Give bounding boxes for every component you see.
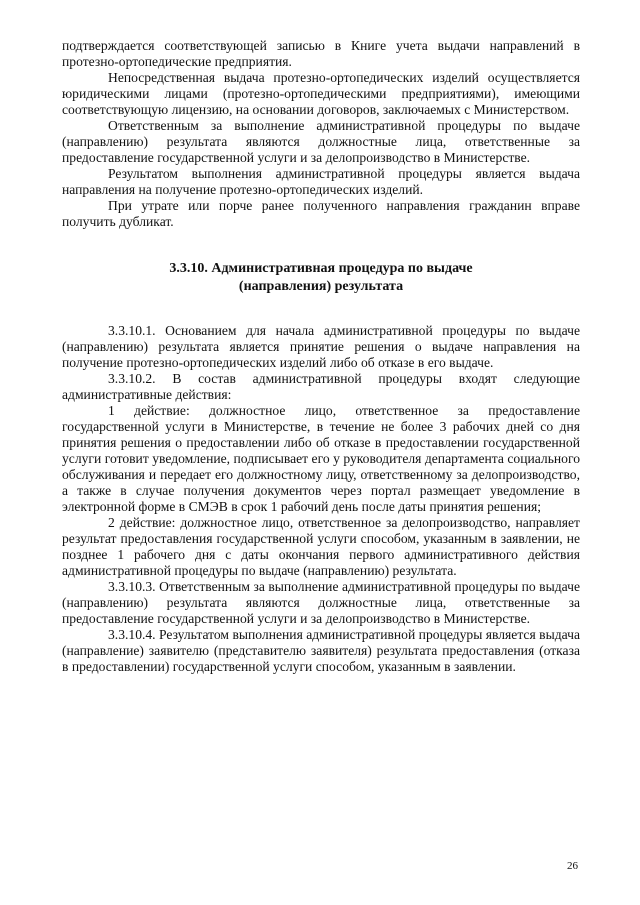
section-heading-line-2: (направления) результата [238, 279, 404, 294]
paragraph-3-3-10-2: 3.3.10.2. В состав административной процедуры входят следующие административные действия: [62, 371, 580, 402]
paragraph-procedure-result: Результатом выполнения административной процедуры является выдача направления на получение протезно-ортопедических изделий. [62, 166, 580, 197]
paragraph-responsible-persons: Ответственным за выполнение административной процедуры по выдаче (направлению) результата являются должностные лица, ответственные за предоставление государственной услуги и за делопроизводство в Министерстве. [62, 118, 580, 165]
paragraph-action-2: 2 действие: должностное лицо, ответственное за делопроизводство, направляет результат предоставления государственной услуги способом, указанным в заявлении, не позднее 1 рабочего дня с даты окончания первого административного действия административной процедуры по выдаче (направлению) результата. [62, 515, 580, 578]
paragraph-3-3-10-1: 3.3.10.1. Основанием для начала административной процедуры по выдаче (направлению) результата является принятие решения о выдаче направления на получение протезно-ортопедических изделий либо об отказе в его выдаче. [62, 323, 580, 370]
paragraph-3-3-10-3: 3.3.10.3. Ответственным за выполнение административной процедуры по выдаче (направлению) результата являются должностные лица, ответственные за предоставление государственной услуги и за делопроизводство в Министерстве. [62, 579, 580, 626]
paragraph-action-1: 1 действие: должностное лицо, ответственное за предоставление государственной услуги в Министерстве, в течение не более 3 рабочих дней со дня принятия решения о предоставлении либо об отказе в предоставлении государственной услуги готовит уведомление, подписывает его у руководителя департамента социального обслуживания и передает его должностному лицу, ответственному за делопроизводство, а также в случае получения документов через портал размещает уведомление в электронной форме в СМЭВ в срок 1 рабочий день после даты принятия решения; [62, 403, 580, 514]
paragraph-prosthetic-issuance: Непосредственная выдача протезно-ортопедических изделий осуществляется юридическими лицами (протезно-ортопедическими предприятиями), имеющими соответствующую лицензию, на основании договоров, заключаемых с Министерством. [62, 70, 580, 117]
paragraph-duplicate: При утрате или порче ранее полученного направления гражданин вправе получить дубликат. [62, 198, 580, 229]
section-heading [62, 260, 580, 296]
page-number: 26 [567, 860, 578, 872]
paragraph-3-3-10-4: 3.3.10.4. Результатом выполнения административной процедуры является выдача (направление) заявителю (представителю заявителя) результата предоставления (отказа в предоставлении) государственной услуги способом, указанным в заявлении. [62, 627, 580, 674]
section-heading-line-1: 3.3.10. Административная процедура по выдаче [169, 261, 473, 276]
paragraph-continuation: подтверждается соответствующей записью в Книге учета выдачи направлений в протезно-ортопедические предприятия. [62, 38, 580, 69]
document-body [62, 38, 580, 675]
